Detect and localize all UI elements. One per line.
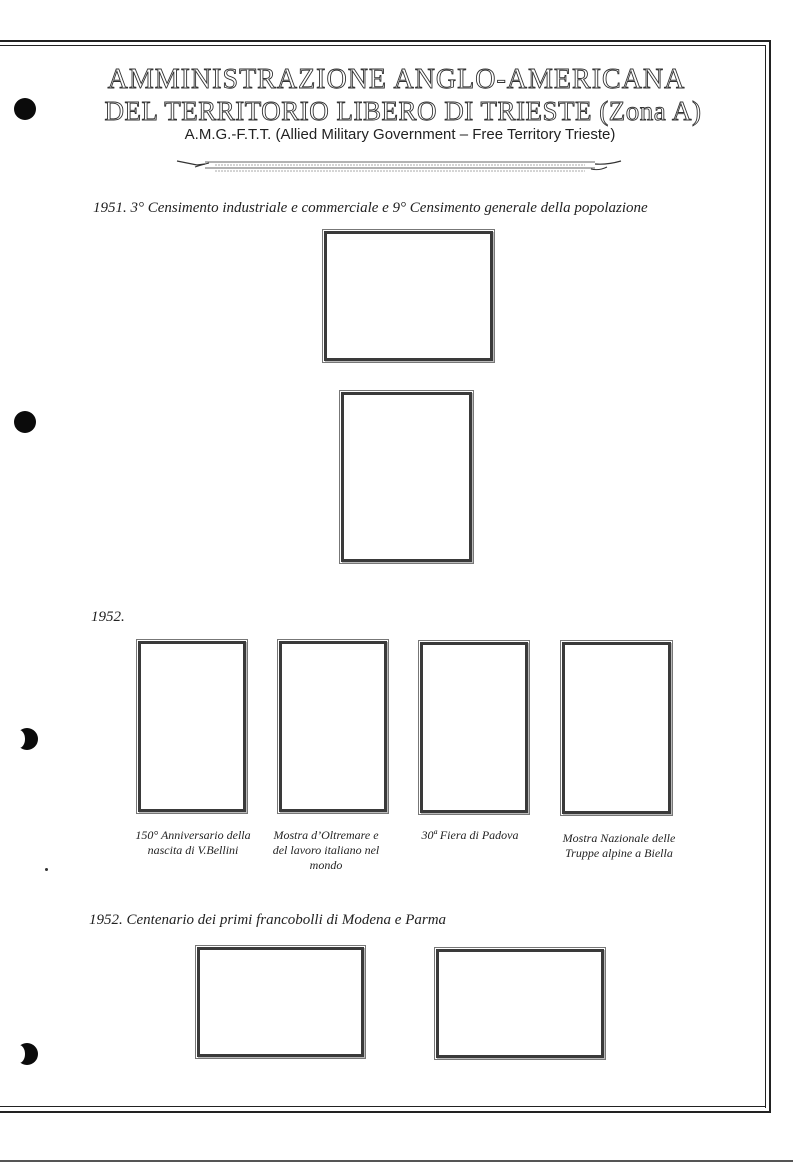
stamp-slot: [341, 392, 472, 562]
page-bottom-edge: [0, 1160, 793, 1162]
page-title-line1: AMMINISTRAZIONE ANGLO-AMERICANA: [107, 64, 686, 95]
stamp-caption: 30ª Fiera di Padova: [421, 828, 519, 842]
stamp-slot: [324, 231, 493, 361]
page-title-line2: DEL TERRITORIO LIBERO DI TRIESTE (Zona A): [104, 96, 702, 126]
stamp-slot: [420, 642, 528, 813]
section-heading-1951: 1951. 3° Censimento industriale e commerciale e 9° Censimento generale della popolazione: [93, 200, 648, 216]
binder-hole: [14, 411, 36, 433]
frame-bottom-line-inner: [0, 1106, 766, 1107]
stamp-caption: 150° Anniversario della nascita di V.Bellini: [135, 828, 251, 857]
binder-hole: [16, 1043, 38, 1065]
section-heading-centenary: 1952. Centenario dei primi francobolli di Modena e Parma: [89, 912, 447, 928]
stamp-slot: [436, 949, 604, 1058]
page-subtitle: A.M.G.-F.T.T. (Allied Military Government – Free Territory Trieste): [184, 126, 616, 143]
stamp-slot: [138, 641, 246, 812]
speck: [45, 868, 48, 871]
stamp-slot: [279, 641, 387, 812]
stamp-caption: Mostra d’Oltremare e del lavoro italiano nel mondo: [272, 828, 380, 872]
section-heading-1952: 1952.: [91, 609, 125, 625]
frame-top-line-inner: [0, 45, 766, 46]
frame-top-line: [0, 40, 771, 42]
frame-right-line: [769, 40, 771, 1113]
ornamental-divider: [175, 155, 625, 179]
stamp-slot: [562, 642, 671, 814]
frame-right-line-inner: [765, 45, 766, 1108]
binder-hole: [16, 728, 38, 750]
stamp-caption: Mostra Nazionale delle Truppe alpine a Biella: [562, 831, 676, 860]
frame-bottom-line: [0, 1111, 771, 1113]
stamp-slot: [197, 947, 364, 1057]
